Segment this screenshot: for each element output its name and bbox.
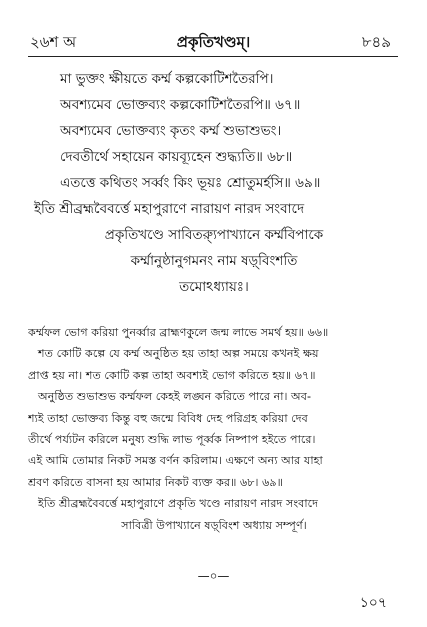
page-number-top: ৮৪৯ [361, 33, 391, 51]
verse-line: মা ভুক্তং ক্ষীয়তে কর্ম্ম কল্পকোটিশতৈরপি। [60, 71, 274, 87]
commentary-line: ইতি শ্রীব্রহ্মবৈবর্ত্তে মহাপুরাণে প্রকৃতি খণ্ডে নারায়ণ নারদ সংবাদে [38, 497, 319, 511]
verse-line: অবশ্যমেব ভোক্তব্যং কৃতং কর্ম্ম শুভাশুভং। [60, 123, 282, 139]
section-ornament: —০— [197, 569, 230, 583]
commentary-line: প্রাপ্ত হয় না। শত কোটি কল্প তাহা অবশ্যই ভোগ করিতে হয়॥ ৬৭॥ [28, 368, 316, 382]
commentary-line: শত কোটি কল্পে যে কর্ম্ম অনুষ্ঠিত হয় তাহা অল্প সময়ে কখনই ক্ষয় [38, 347, 319, 361]
verse-line: এতত্তে কথিতং সর্ব্বং কিং ভূয়ঃ শ্রোতুমর্হসি॥ ৬৯॥ [60, 175, 321, 191]
verse-line: দেবতীর্থে সহায়েন কায়ব্যূহেন শুদ্ধ্যতি॥ ৬৮॥ [60, 149, 293, 165]
colophon-line: তমোঽধ্যায়ঃ। [179, 279, 249, 295]
commentary-line: কর্ম্মফল ভোগ করিয়া পুনর্ব্বার ব্রাহ্মণকুলে জন্ম লাভে সমর্থ হয়॥ ৬৬॥ [28, 326, 329, 339]
colophon-line: ইতি শ্রীব্রহ্মবৈবর্ত্তে মহাপুরাণে নারায়ণ নারদ সংবাদে [34, 201, 305, 217]
commentary-line: শ্রবণ করিতে বাসনা হয় আমার নিকট ব্যক্ত কর॥ ৬৮। ৬৯॥ [28, 475, 283, 489]
running-title: প্রকৃতিখণ্ডম্। [176, 33, 251, 51]
header-rule [28, 56, 398, 57]
footer-number: ১০৭ [359, 595, 387, 611]
sanskrit-verses [34, 66, 394, 300]
verse-line: অবশ্যমেব ভোক্তব্যং কল্পকোটিশতৈরপি॥ ৬৭॥ [60, 97, 301, 113]
colophon-line: কর্ম্মানুষ্ঠানুগমনং নাম ষড়্‌বিংশতি [130, 253, 298, 269]
bengali-commentary [28, 322, 400, 536]
commentary-line: শ্যই তাহা ভোক্তব্য কিন্তু বহু জন্মে বিবিধ দেহ পরিগ্রহ করিয়া দেব [28, 411, 308, 425]
commentary-line: এই আমি তোমার নিকট সমস্ত বর্ণন করিলাম। এক্ষণে অন্য আর যাহা [28, 454, 323, 468]
colophon-line: প্রকৃতিখণ্ডে সাবিত্র্যুপাখ্যানে কর্ম্মবিপাকে [104, 227, 324, 243]
chapter-label: ২৬শ অ [30, 33, 77, 51]
commentary-line: সাবিত্রী উপাখ্যানে ষড়্‌বিংশ অধ্যায় সম্পূর্ণ। [121, 518, 307, 532]
commentary-line: তীর্থে পর্য্যটন করিলে মনুষ্য শুদ্ধি লাভ পূর্ব্বক নিষ্পাপ হইতে পারে। [28, 432, 316, 446]
commentary-line: অনুষ্ঠিত শুভাশুভ কর্ম্মফল কেহই লঙ্ঘন করিতে পারে না। অব- [38, 390, 312, 404]
